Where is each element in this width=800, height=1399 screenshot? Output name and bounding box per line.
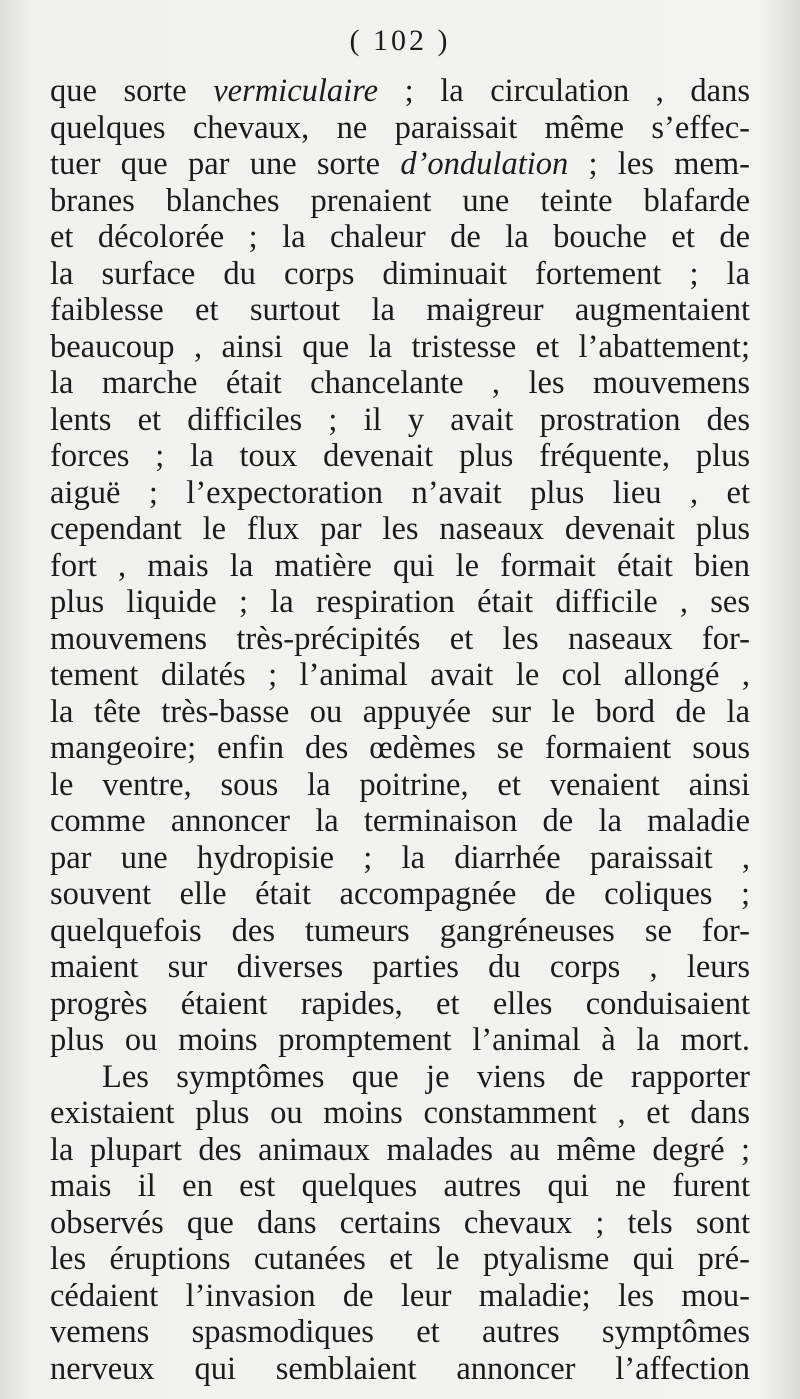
text-line	[50, 548, 750, 585]
italic-text: d’ondulation	[400, 146, 569, 182]
text-run: quelquefois des tumeurs gangréneuses se for-	[50, 912, 750, 949]
text-run: existaient plus ou moins constamment , et dans	[50, 1095, 750, 1131]
text-run: comme annoncer la terminaison de la maladie	[50, 803, 750, 839]
text-run: observés que dans certains chevaux ; tels sont	[50, 1204, 750, 1241]
text-run: faiblesse et surtout la maigreur augmentaient	[50, 292, 750, 328]
body-text	[50, 73, 750, 1387]
text-line	[50, 913, 750, 950]
text-line	[50, 1314, 750, 1351]
text-line	[50, 876, 750, 913]
text-line	[50, 292, 750, 329]
text-run: la plupart des animaux malades au même degré ;	[50, 1131, 750, 1168]
text-line	[50, 1205, 750, 1242]
italic-text: vermiculaire	[213, 73, 379, 109]
text-line	[50, 256, 750, 293]
text-run: par une hydropisie ; la diarrhée paraissait ,	[50, 839, 750, 876]
text-run: la tête très-basse ou appuyée sur le bord de la	[50, 693, 750, 730]
text-line	[50, 1168, 750, 1205]
text-run: tement dilatés ; l’animal avait le col allongé ,	[50, 657, 750, 693]
text-run: cependant le flux par les naseaux devenait plus	[50, 511, 750, 547]
text-line	[50, 1132, 750, 1169]
text-line	[50, 584, 750, 621]
text-run: mais il en est quelques autres qui ne furent	[50, 1168, 750, 1204]
text-line	[50, 1241, 750, 1278]
text-line	[50, 621, 750, 658]
text-run: plus liquide ; la respiration était difficile , ses	[50, 584, 750, 620]
text-line	[50, 767, 750, 804]
text-run: cédaient l’invasion de leur maladie; les mou-	[50, 1277, 750, 1314]
text-line	[50, 1059, 750, 1096]
text-run: tuer que par une sorte	[50, 146, 401, 182]
text-run: vemens spasmodiques et autres symptômes	[50, 1314, 750, 1350]
text-line	[50, 840, 750, 877]
text-line	[50, 1351, 750, 1388]
text-line	[50, 365, 750, 402]
text-line	[50, 73, 750, 110]
text-line	[50, 475, 750, 512]
text-run: mangeoire; enfin des œdèmes se formaient sous	[50, 730, 750, 766]
text-run: souvent elle était accompagnée de coliques ;	[50, 876, 750, 912]
text-run: fort , mais la matière qui le formait était bien	[50, 547, 750, 584]
text-run: la surface du corps diminuait fortement ; la	[50, 255, 750, 292]
text-run: le ventre, sous la poitrine, et venaient ainsi	[50, 766, 750, 803]
text-line	[50, 110, 750, 147]
text-run: nerveux qui semblaient annoncer l’affection	[50, 1350, 750, 1387]
text-line	[50, 219, 750, 256]
page-number: ( 102 )	[349, 24, 451, 57]
text-line	[50, 949, 750, 986]
text-run: ; les mem-	[568, 146, 750, 182]
text-run: aiguë ; l’expectoration n’avait plus lieu , et	[50, 474, 750, 511]
text-line	[50, 511, 750, 548]
text-line	[50, 730, 750, 767]
text-run: maient sur diverses parties du corps , leurs	[50, 949, 750, 985]
text-run: ; la circulation , dans	[378, 73, 750, 109]
text-line	[50, 402, 750, 439]
text-run: plus ou moins promptement l’animal à la mort.	[50, 1022, 750, 1058]
text-run: quelques chevaux, ne paraissait même s’effec-	[50, 109, 750, 146]
text-run: branes blanches prenaient une teinte blafarde	[50, 182, 750, 219]
text-run: et décolorée ; la chaleur de la bouche et de	[50, 219, 750, 255]
text-line	[50, 329, 750, 366]
text-line	[50, 1095, 750, 1132]
text-line	[50, 1022, 750, 1059]
text-line	[50, 183, 750, 220]
text-line	[50, 986, 750, 1023]
text-run: forces ; la toux devenait plus fréquente, plus	[50, 438, 750, 474]
text-line	[50, 694, 750, 731]
text-run: lents et difficiles ; il y avait prostration des	[50, 401, 750, 438]
text-run: beaucoup , ainsi que la tristesse et l’abattement;	[50, 328, 750, 365]
text-run: Les symptômes que je viens de rapporter	[102, 1058, 750, 1095]
text-run: progrès étaient rapides, et elles conduisaient	[50, 985, 750, 1022]
text-line	[50, 657, 750, 694]
text-line	[50, 438, 750, 475]
text-line	[50, 803, 750, 840]
text-line	[50, 1278, 750, 1315]
text-run: mouvemens très-précipités et les naseaux for-	[50, 620, 750, 657]
text-run: la marche était chancelante , les mouvemens	[50, 365, 750, 401]
text-line	[50, 146, 750, 183]
text-run: les éruptions cutanées et le ptyalisme qui pré-	[50, 1241, 750, 1277]
text-run: que sorte	[50, 73, 214, 109]
